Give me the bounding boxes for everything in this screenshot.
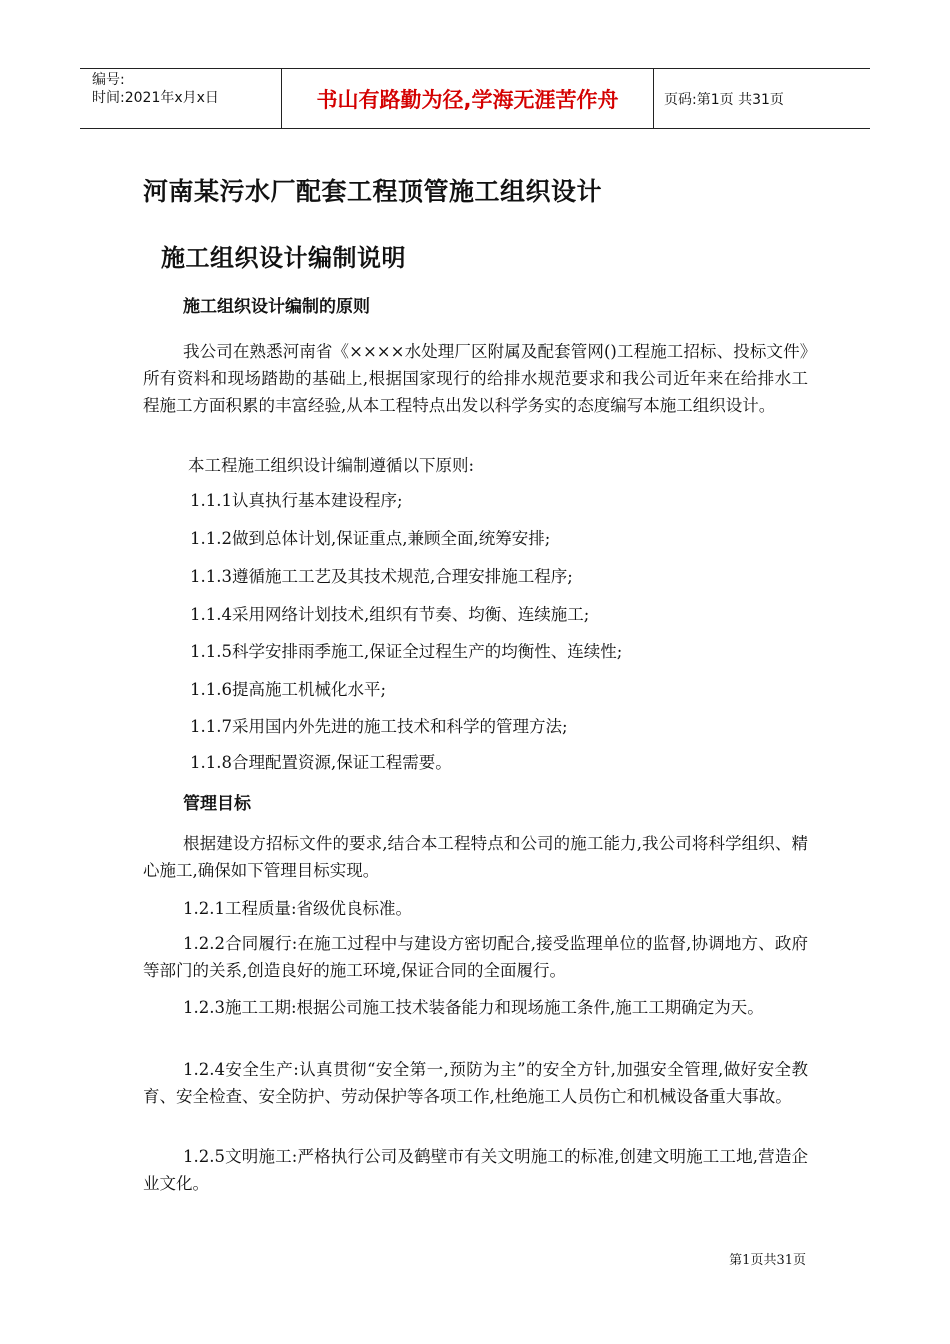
header-page-info: 页码:第1页 共31页 xyxy=(664,91,784,108)
goal-paragraph: 1.2.4安全生产:认真贯彻“安全第一,预防为主”的安全方针,加强安全管理,做好安全教育、安全检查、安全防护、劳动保护等各项工作,杜绝施工人员伤亡和机械设备重大事故。 xyxy=(143,1060,808,1106)
header-meta xyxy=(80,69,281,128)
principle-item: 1.1.8合理配置资源,保证工程需要。 xyxy=(190,753,452,772)
principle-item: 1.1.4采用网络计划技术,组织有节奏、均衡、连续施工; xyxy=(190,605,590,624)
subsection-heading-principles: 施工组织设计编制的原则 xyxy=(183,297,370,317)
document-title: 河南某污水厂配套工程顶管施工组织设计 xyxy=(143,177,603,206)
principles-intro: 本工程施工组织设计编制遵循以下原则: xyxy=(188,456,475,475)
goal-paragraph: 1.2.2合同履行:在施工过程中与建设方密切配合,接受监理单位的监督,协调地方、政府等部门的关系,创造良好的施工环境,保证合同的全面履行。 xyxy=(143,934,808,980)
goals-intro-paragraph: 根据建设方招标文件的要求,结合本工程特点和公司的施工能力,我公司将科学组织、精心施工,确保如下管理目标实现。 xyxy=(143,834,808,880)
principle-item: 1.1.6提高施工机械化水平; xyxy=(190,680,387,699)
subsection-heading-goals: 管理目标 xyxy=(183,794,251,814)
principle-item: 1.1.5科学安排雨季施工,保证全过程生产的均衡性、连续性; xyxy=(190,642,623,661)
principle-item: 1.1.2做到总体计划,保证重点,兼顾全面,统筹安排; xyxy=(190,529,551,548)
principle-item: 1.1.3遵循施工工艺及其技术规范,合理安排施工程序; xyxy=(190,567,573,586)
goal-paragraph: 1.2.5文明施工:严格执行公司及鹤壁市有关文明施工的标准,创建文明施工工地,营造企业文化。 xyxy=(143,1147,808,1193)
date-label: 时间:2021年x月x日 xyxy=(92,90,219,106)
goal-paragraph: 1.2.3施工工期:根据公司施工技术装备能力和现场施工条件,施工工期确定为天。 xyxy=(183,998,764,1017)
principle-item: 1.1.7采用国内外先进的施工技术和科学的管理方法; xyxy=(190,717,568,736)
page-footer: 第1页共31页 xyxy=(729,1253,806,1268)
header-motto: 书山有路勤为径,学海无涯苦作舟 xyxy=(281,69,654,128)
number-label: 编号: xyxy=(92,72,125,88)
principle-item: 1.1.1认真执行基本建设程序; xyxy=(190,491,403,510)
intro-paragraph: 我公司在熟悉河南省《××××水处理厂区附属及配套管网()工程施工招标、投标文件》所有资料和现场踏勘的基础上,根据国家现行的给排水规范要求和我公司近年来在给排水工程施工方面积累的丰富经验,从本工程特点出发以科学务实的态度编写本施工组织设计。 xyxy=(143,342,808,415)
section-heading: 施工组织设计编制说明 xyxy=(161,244,406,272)
page-header xyxy=(80,68,870,129)
goal-item: 1.2.1工程质量:省级优良标准。 xyxy=(183,899,413,918)
